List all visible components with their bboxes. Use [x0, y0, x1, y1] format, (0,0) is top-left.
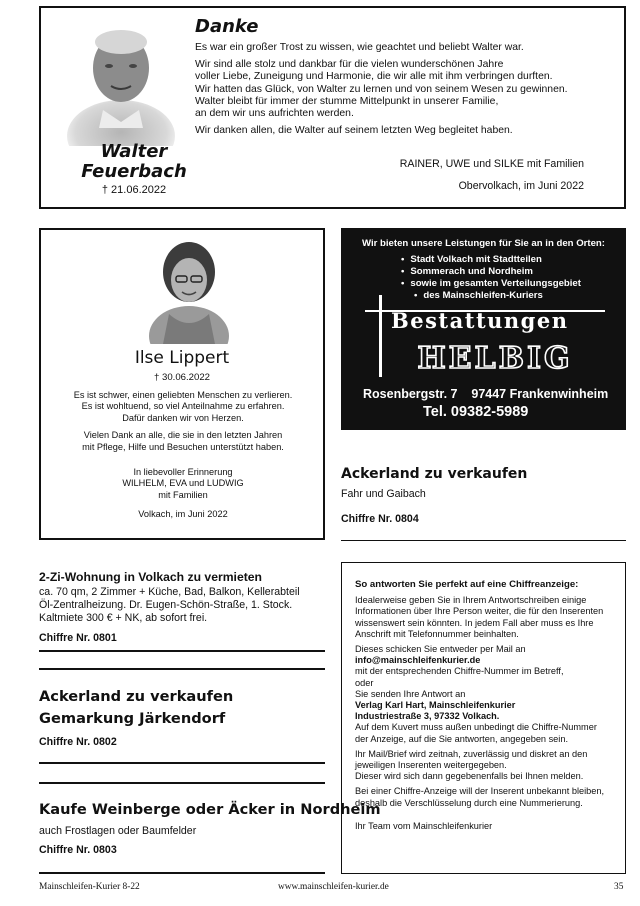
cross-icon: [379, 295, 382, 377]
list-item-continued: • des Mainschleifen-Kuriers: [401, 290, 581, 302]
death-date: † 30.06.2022: [153, 372, 211, 383]
divider: [39, 782, 325, 784]
info-publisher-address: Industriestraße 3, 97332 Volkach.: [355, 711, 500, 722]
footer-publication: Mainschleifen-Kurier 8-22: [39, 882, 140, 892]
ad-place-list: [401, 254, 581, 302]
ad-0803-text: auch Frostlagen oder Baumfelder: [39, 825, 197, 837]
ad-bestattungen-helbig: [341, 228, 626, 430]
obituary-place-date: Obervolkach, im Juni 2022: [458, 180, 584, 192]
info-publisher: Verlag Karl Hart, Mainschleifenkurier: [355, 700, 516, 711]
ad-address: Rosenbergstr. 7 97447 Frankenwinheim: [363, 387, 609, 401]
divider: [39, 668, 325, 670]
list-item: • Stadt Volkach mit Stadtteilen: [401, 254, 581, 266]
obituary-walter-feuerbach: [39, 6, 626, 209]
ad-0804-chiffre: Chiffre Nr. 0804: [341, 513, 419, 525]
divider: [39, 650, 325, 652]
ad-headline: Wir bieten unsere Leistungen für Sie an in den Orten:: [362, 238, 605, 249]
obituary-paragraph: Wir sind alle stolz und dankbar für die vielen wunderschönen Jahre voller Liebe, Zuneigung und Harmonie, die wir alle mit ihm verbringen durften. Wir hatten das Glück, von Walter zu lernen und von seinem Wesen zu gewinnen. Walter bleibt für immer der stumme Mittelpunkt in unserer Familie, an dem wir uns aufrichten werden.: [195, 59, 568, 120]
chiffre-info-box: [341, 562, 626, 874]
obituary-paragraph: Vielen Dank an alle, die sie in den letzten Jahren mit Pflege, Hilfe und Besuchen unterstützt haben.: [82, 430, 284, 452]
obituary-paragraph: Wir danken allen, die Walter auf seinem letzten Weg begleitet haben.: [195, 125, 513, 137]
info-email: info@mainschleifenkurier.de: [355, 655, 481, 666]
ad-0802-chiffre: Chiffre Nr. 0802: [39, 736, 117, 748]
obituary-paragraph: Es ist schwer, einen geliebten Menschen zu verlieren. Es ist wohltuend, so viel Anteilnahme zu erfahren. Dafür danken wir von Herzen.: [73, 390, 293, 423]
divider: [39, 762, 325, 764]
portrait-photo-ilse: [149, 236, 229, 344]
ad-0804-text: Fahr und Gaibach: [341, 488, 426, 500]
obituary-signature: RAINER, UWE und SILKE mit Familien: [399, 158, 584, 170]
death-date: † 21.06.2022: [101, 184, 167, 196]
info-paragraph: Idealerweise geben Sie in Ihrem Antwortschreiben einige Informationen über Ihre Person weiter, die für den Inserenten wissenswert sein könnten. In jedem Fall aber muss es Ihre Anschrift mit Telefonnummer beinhalten.: [355, 595, 604, 639]
portrait-photo-walter: [65, 18, 177, 146]
info-paragraph: Dieses schicken Sie entweder per Mail an info@mainschleifenkurier.de mit der entsprechenden Chiffre-Nummer im Betreff, oder Sie senden Ihre Antwort an Verlag Karl Hart, Mainschleifenkurier Industriestraße 3, 97332 Volkach. Auf dem Kuvert muss außen unbedingt die Chiffre-Nummer der Anzeige, auf die Sie antworten, angegeben sein.: [355, 644, 597, 744]
footer-website: www.mainschleifen-kurier.de: [278, 882, 389, 892]
deceased-name: Walter Feuerbach: [81, 141, 187, 182]
obituary-paragraph: Es war ein großer Trost zu wissen, wie geachtet und beliebt Walter war.: [195, 42, 524, 53]
ad-0803-chiffre: Chiffre Nr. 0803: [39, 844, 117, 856]
ad-phone: Tel. 09382-5989: [423, 404, 529, 420]
obituary-closing: In liebevoller Erinnerung WILHELM, EVA und LUDWIG mit Familien: [122, 467, 244, 500]
info-paragraph: Bei einer Chiffre-Anzeige will der Inserent unbekannt bleiben, deshalb die Verschlüsselung durch eine Nummerierung.: [355, 786, 605, 808]
ad-0803-title: Kaufe Weinberge oder Äcker in Nordheim: [39, 801, 381, 818]
ad-0804-title: Ackerland zu verkaufen: [341, 466, 528, 482]
deceased-name: Ilse Lippert: [134, 348, 230, 368]
ad-0802-title: Ackerland zu verkaufen Gemarkung Järkendorf: [39, 688, 234, 727]
info-paragraph: Ihr Mail/Brief wird zeitnah, zuverlässig und diskret an den jeweiligen Inserenten weitergegeben. Dieser wird sich dann gegebenenfalls bei Ihnen melden.: [355, 748, 588, 782]
brand-line-2: [391, 340, 599, 372]
obituary-ilse-lippert: [39, 228, 325, 540]
obituary-title: Danke: [195, 16, 259, 37]
ad-0801-chiffre: Chiffre Nr. 0801: [39, 632, 117, 644]
ad-0801-text: ca. 70 qm, 2 Zimmer + Küche, Bad, Balkon, Kellerabteil Öl-Zentralheizung. Dr. Eugen-Schön-Straße, 1. Stock. Kaltmiete 300 € + NK, ab sofort frei.: [39, 586, 300, 624]
obituary-text: [51, 390, 315, 527]
brand-logo-text: HELBIG: [417, 341, 573, 372]
list-item: • Sommerach und Nordheim: [401, 266, 581, 278]
info-closing: Ihr Team vom Mainschleifenkurier: [355, 820, 493, 831]
info-title: So antworten Sie perfekt auf eine Chiffreanzeige:: [355, 579, 579, 590]
divider: [341, 540, 626, 541]
divider: [39, 872, 325, 874]
ad-0801-title: 2-Zi-Wohnung in Volkach zu vermieten: [39, 570, 263, 584]
obituary-text: [195, 42, 615, 142]
obituary-place-date: Volkach, im Juni 2022: [138, 509, 228, 520]
brand-line-1: Bestattungen: [391, 308, 569, 333]
list-item: • sowie im gesamten Verteilungsgebiet: [401, 278, 581, 290]
page-number: 35: [614, 882, 624, 892]
